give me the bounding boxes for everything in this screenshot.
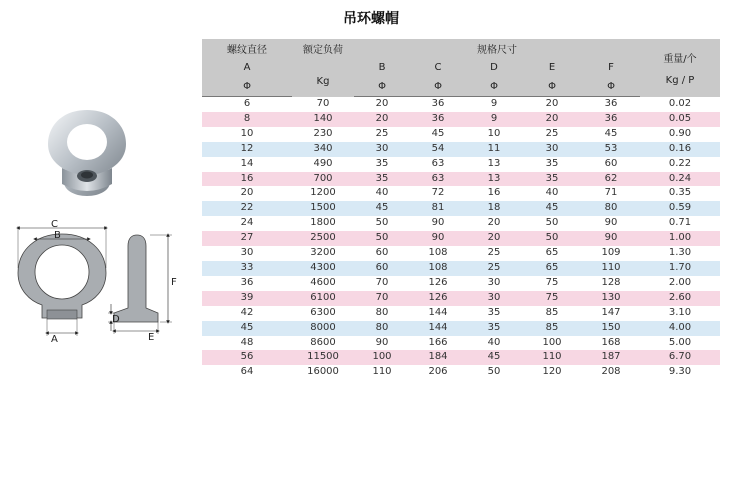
cell-e: 75 <box>545 276 559 288</box>
cell-load: 6300 <box>310 306 336 318</box>
cell-w: 2.00 <box>668 276 692 288</box>
cell-d: 45 <box>487 351 501 363</box>
cell-w: 0.05 <box>668 112 692 124</box>
cell-c: 184 <box>428 351 448 363</box>
table-row <box>202 157 720 172</box>
cell-f: 90 <box>604 232 618 244</box>
table-row <box>202 291 720 306</box>
cell-b: 60 <box>375 261 389 273</box>
cell-e: 45 <box>545 202 559 214</box>
cell-d: 16 <box>487 187 501 199</box>
cell-d: 40 <box>487 336 501 348</box>
cell-b: 40 <box>375 187 389 199</box>
cell-d: 20 <box>487 217 501 229</box>
cell-load: 230 <box>313 127 333 139</box>
cell-load: 70 <box>316 97 330 109</box>
cell-f: 128 <box>601 276 621 288</box>
cell-load: 8000 <box>310 321 336 333</box>
cell-e: 35 <box>545 172 559 184</box>
cell-e: 30 <box>545 142 559 154</box>
cell-b: 100 <box>372 351 392 363</box>
cell-e: 50 <box>545 217 559 229</box>
col-load: 额定负荷 <box>292 39 354 58</box>
cell-w: 2.60 <box>668 291 692 303</box>
cell-c: 206 <box>428 366 448 378</box>
cell-b: 90 <box>375 336 389 348</box>
cell-w: 0.90 <box>668 127 692 139</box>
col-spec: 规格尺寸 <box>354 39 640 58</box>
cell-load: 16000 <box>307 366 339 378</box>
cell-c: 166 <box>428 336 448 348</box>
cell-d: 9 <box>490 112 498 124</box>
cell-d: 13 <box>487 157 501 169</box>
cell-c: 108 <box>428 247 448 259</box>
cell-w: 1.30 <box>668 247 692 259</box>
cell-e: 20 <box>545 112 559 124</box>
cell-w: 0.59 <box>668 202 692 214</box>
cell-w: 5.00 <box>668 336 692 348</box>
cell-f: 208 <box>601 366 621 378</box>
cell-e: 85 <box>545 306 559 318</box>
cell-b: 20 <box>375 112 389 124</box>
cell-w: 0.22 <box>668 157 692 169</box>
phi-c: Φ <box>410 77 466 97</box>
cell-c: 36 <box>431 112 445 124</box>
col-weight: 重量/个 Kg / P <box>640 39 720 97</box>
cell-w: 1.00 <box>668 232 692 244</box>
cell-e: 120 <box>542 366 562 378</box>
cell-b: 35 <box>375 172 389 184</box>
cell-w: 4.00 <box>668 321 692 333</box>
cell-f: 60 <box>604 157 618 169</box>
cell-a: 48 <box>240 336 254 348</box>
cell-b: 30 <box>375 142 389 154</box>
cell-d: 10 <box>487 127 501 139</box>
cell-e: 35 <box>545 157 559 169</box>
eye-nut-photo <box>44 108 130 198</box>
cell-a: 42 <box>240 306 254 318</box>
cell-c: 45 <box>431 127 445 139</box>
label-b: B <box>54 230 61 241</box>
cell-d: 50 <box>487 366 501 378</box>
table-row <box>202 306 720 321</box>
cell-load: 2500 <box>310 232 336 244</box>
cell-w: 0.35 <box>668 187 692 199</box>
cell-f: 150 <box>601 321 621 333</box>
table-row <box>202 216 720 231</box>
cell-b: 20 <box>375 98 389 109</box>
cell-b: 60 <box>375 247 389 259</box>
cell-a: 56 <box>240 351 254 363</box>
cell-d: 20 <box>487 232 501 244</box>
cell-c: 126 <box>428 276 448 288</box>
table-row <box>202 261 720 276</box>
cell-w: 0.71 <box>668 217 692 229</box>
cell-load: 1800 <box>310 217 336 229</box>
cell-f: 187 <box>601 351 621 363</box>
cell-c: 144 <box>428 321 448 333</box>
phi-e: Φ <box>522 77 582 97</box>
cell-c: 63 <box>431 157 445 169</box>
cell-f: 80 <box>604 202 618 214</box>
table-row <box>202 186 720 201</box>
cell-f: 109 <box>601 247 621 259</box>
label-f: F <box>171 277 177 288</box>
cell-a: 12 <box>240 142 254 154</box>
cell-w: 0.16 <box>668 142 692 154</box>
cell-f: 71 <box>604 187 618 199</box>
cell-b: 35 <box>375 157 389 169</box>
cell-a: 22 <box>240 202 254 214</box>
cell-c: 63 <box>431 172 445 184</box>
cell-w: 1.70 <box>668 261 692 273</box>
cell-f: 168 <box>601 336 621 348</box>
cell-w: 6.70 <box>668 351 692 363</box>
table-row <box>202 231 720 246</box>
cell-f: 130 <box>601 291 621 303</box>
cell-a: 39 <box>240 291 254 303</box>
cell-d: 30 <box>487 276 501 288</box>
cell-b: 80 <box>375 321 389 333</box>
label-c: C <box>51 219 58 230</box>
cell-d: 13 <box>487 172 501 184</box>
cell-load: 6100 <box>310 291 336 303</box>
col-f: F <box>582 58 640 77</box>
col-e: E <box>522 58 582 77</box>
cell-d: 9 <box>490 98 498 109</box>
label-a: A <box>51 334 58 343</box>
table-row <box>202 276 720 291</box>
cell-load: 11500 <box>307 351 339 363</box>
col-thread: 螺纹直径 <box>202 39 292 58</box>
dimension-drawing <box>10 218 195 343</box>
col-b: B <box>354 58 410 77</box>
cell-c: 144 <box>428 306 448 318</box>
page-title: 吊环螺帽 <box>343 11 399 27</box>
cell-e: 100 <box>542 336 562 348</box>
cell-c: 108 <box>428 261 448 273</box>
cell-b: 70 <box>375 276 389 288</box>
cell-load: 1500 <box>310 202 336 214</box>
cell-a: 24 <box>240 217 254 229</box>
cell-c: 36 <box>431 98 445 109</box>
cell-a: 16 <box>240 172 254 184</box>
table-row <box>202 127 720 142</box>
cell-load: 4300 <box>310 261 336 273</box>
table-row <box>202 97 720 112</box>
table-row <box>202 350 720 365</box>
spec-table-body <box>202 97 720 381</box>
cell-f: 36 <box>604 112 618 124</box>
table-row <box>202 172 720 187</box>
phi-a: Φ <box>202 77 292 97</box>
cell-w: 0.24 <box>668 172 692 184</box>
cell-c: 90 <box>431 217 445 229</box>
cell-b: 70 <box>375 291 389 303</box>
cell-a: 27 <box>240 232 254 244</box>
cell-f: 36 <box>604 98 618 109</box>
cell-d: 11 <box>487 142 501 154</box>
table-row <box>202 142 720 157</box>
phi-b: Φ <box>354 77 410 97</box>
cell-d: 18 <box>487 202 501 214</box>
cell-e: 50 <box>545 232 559 244</box>
cell-e: 85 <box>545 321 559 333</box>
cell-a: 30 <box>240 247 254 259</box>
cell-b: 50 <box>375 217 389 229</box>
cell-a: 10 <box>240 127 254 139</box>
cell-f: 90 <box>604 217 618 229</box>
cell-load: 140 <box>313 112 333 124</box>
cell-f: 53 <box>604 142 618 154</box>
cell-load: 490 <box>313 157 333 169</box>
cell-e: 25 <box>545 127 559 139</box>
cell-d: 25 <box>487 247 501 259</box>
cell-b: 50 <box>375 232 389 244</box>
cell-w: 0.02 <box>668 97 692 109</box>
cell-b: 45 <box>375 202 389 214</box>
cell-load: 3200 <box>310 247 336 259</box>
cell-a: 14 <box>240 157 254 169</box>
cell-w: 3.10 <box>668 306 692 318</box>
col-a: A <box>202 58 292 77</box>
cell-w: 9.30 <box>668 366 692 378</box>
cell-e: 20 <box>545 98 559 109</box>
cell-c: 90 <box>431 232 445 244</box>
cell-f: 62 <box>604 172 618 184</box>
cell-d: 35 <box>487 321 501 333</box>
cell-d: 30 <box>487 291 501 303</box>
cell-a: 8 <box>243 112 251 124</box>
cell-c: 54 <box>431 142 445 154</box>
label-e: E <box>148 332 155 343</box>
cell-e: 65 <box>545 261 559 273</box>
cell-load: 8600 <box>310 336 336 348</box>
cell-load: 4600 <box>310 276 336 288</box>
cell-d: 25 <box>487 261 501 273</box>
cell-e: 75 <box>545 291 559 303</box>
cell-d: 35 <box>487 306 501 318</box>
table-row <box>202 112 720 127</box>
cell-c: 72 <box>431 187 445 199</box>
col-d: D <box>466 58 522 77</box>
col-c: C <box>410 58 466 77</box>
header-row-1 <box>202 39 720 58</box>
cell-a: 33 <box>240 261 254 273</box>
label-d: D <box>112 314 120 325</box>
cell-f: 147 <box>601 306 621 318</box>
cell-c: 126 <box>428 291 448 303</box>
table-row <box>202 336 720 351</box>
table-row <box>202 246 720 261</box>
phi-d: Φ <box>466 77 522 97</box>
cell-f: 45 <box>604 127 618 139</box>
cell-a: 64 <box>240 366 254 378</box>
cell-e: 65 <box>545 247 559 259</box>
table-row <box>202 321 720 336</box>
cell-e: 40 <box>545 187 559 199</box>
cell-load: 340 <box>313 142 333 154</box>
cell-load: 1200 <box>310 187 336 199</box>
table-row <box>202 201 720 216</box>
cell-a: 45 <box>240 321 254 333</box>
table-row <box>202 365 720 380</box>
spec-table <box>202 39 720 380</box>
cell-e: 110 <box>542 351 562 363</box>
cell-b: 80 <box>375 306 389 318</box>
cell-b: 25 <box>375 127 389 139</box>
cell-f: 110 <box>601 261 621 273</box>
phi-f: Φ <box>582 77 640 97</box>
cell-c: 81 <box>431 202 445 214</box>
col-kg: Kg <box>292 58 354 97</box>
cell-load: 700 <box>313 172 333 184</box>
cell-a: 36 <box>240 276 254 288</box>
cell-a: 20 <box>240 187 254 199</box>
cell-a: 6 <box>243 98 251 109</box>
cell-b: 110 <box>372 366 392 378</box>
